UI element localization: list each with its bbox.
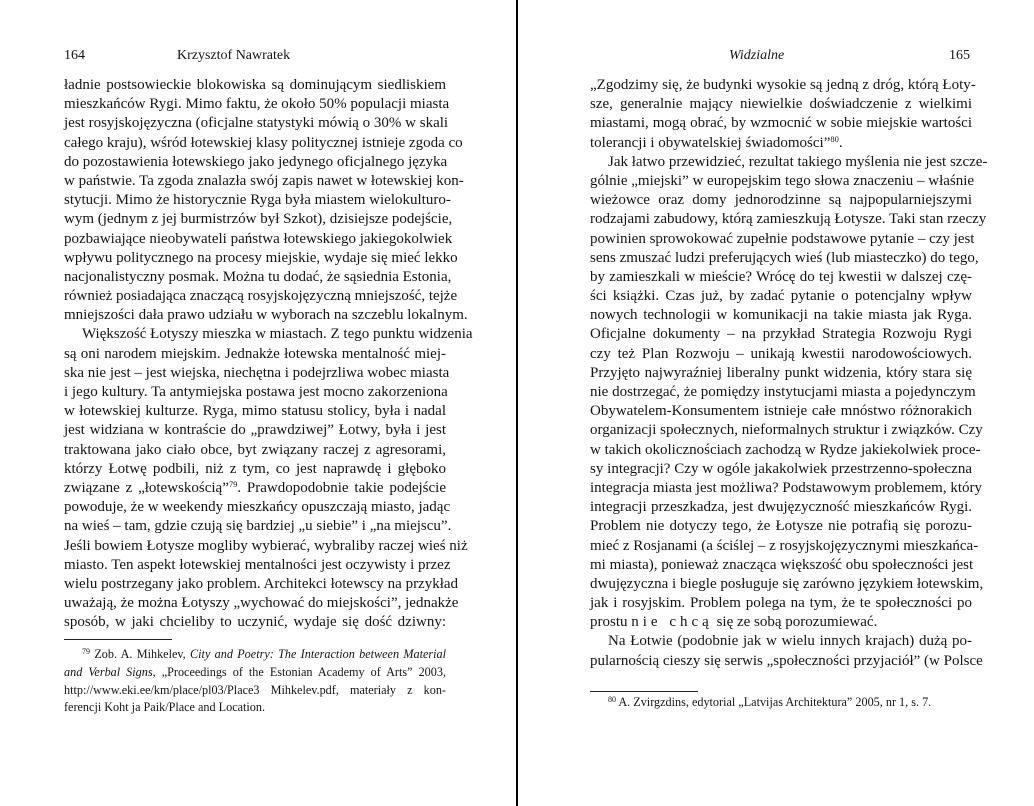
text-line: są oni narodem miejskim. Jednakże łotewska mentalność miej- xyxy=(64,345,446,362)
text-line: w łotewskiej kulturze. Ryga, mimo statusu stolicy, była i nadal xyxy=(64,403,446,420)
footnote-line xyxy=(64,664,446,682)
text-segment: prostu xyxy=(590,614,628,631)
text-line: pularnością cieszy się serwis „społeczności przyjaciół” (w Polsce xyxy=(590,652,983,669)
running-head-left xyxy=(64,46,444,66)
text-line: wieżowce oraz domy jednorodzinne są najpopularniejszymi xyxy=(590,192,972,209)
footnote-divider xyxy=(590,691,698,692)
text-line: by zamieszkali w mieście? Wrócę do tej kwestii w dalszej czę- xyxy=(590,268,972,285)
text-line: stytucji. Mimo że historycznie Ryga była miastem wielokulturo- xyxy=(64,192,451,209)
text-line: ści książki. Czas już, by zadać pytanie o potencjalny wpływ xyxy=(590,288,972,305)
text-line: traktowana jako ciało obce, byt związany raczej z agresorami, xyxy=(64,441,446,458)
text-line: miasto. Ten aspekt łotewskiej mentalności jest oczywisty i przez xyxy=(64,556,451,573)
footnote-ref-79[interactable]: 79 xyxy=(228,478,238,489)
footnote-divider xyxy=(64,639,172,640)
chapter-title-header: Widzialne xyxy=(729,48,785,63)
body-text-right xyxy=(590,76,988,671)
text-line: „Zgodzimy się, że budynki wysokie są jedną z dróg, którą Łoty- xyxy=(590,77,976,93)
text-line: gólnie „miejski” w europejskim tego słowa znaczeniu – właśnie xyxy=(590,172,975,189)
emphasis-spaced: nie chcą xyxy=(631,614,713,631)
text-line: i jego kultury. Ta antymiejska postawa jest mocno zakorzeniona xyxy=(64,384,448,400)
footnote-line: http://www.eki.ee/km/place/pl03/Place3 Mihkelev.pdf, materiały z kon- xyxy=(64,682,446,697)
text-line: mniejszości dała prawo udziału w wyborach na szczeblu lokalnym. xyxy=(64,307,468,324)
text-segment: tolerancji i obywatelskiej świadomości” xyxy=(590,134,831,151)
text-line: mi miasta), ponieważ znacząca większość obu społeczności jest xyxy=(590,556,974,573)
text-line: Oficjalne dokumenty – na przykład Strategia Rozwoju Rygi xyxy=(590,326,972,343)
text-line: wpływu politycznego na procesy miejskie, wydaje się mieć lekko xyxy=(64,249,458,266)
text-line: rodzajami zabudowy, którą zamieszkują Łotysze. Taki stan rzeczy xyxy=(590,211,987,228)
footnote-number: 79 xyxy=(82,647,90,656)
footnote-title-cont: and Verbal Signs xyxy=(64,664,153,679)
text-line-with-footnote xyxy=(64,479,446,498)
footnote-line xyxy=(590,694,972,712)
text-line: do pozostawienia łotewskiego jako jedynego oficjalnego języka xyxy=(64,153,448,170)
footnote-79 xyxy=(64,646,446,717)
text-line: ska nie jest – jest wiejska, niechętna i podejrzliwa wobec miasta xyxy=(64,364,450,381)
text-line: miastami, mogą obrać, by wzmocnić w sobie miejskie wartości xyxy=(590,115,972,132)
footnote-text: Zob. A. Mihkelev, xyxy=(94,647,186,661)
text-line: sze, generalnie mający niewielkie doświadczenie z wielkimi xyxy=(590,96,972,113)
text-line: sens zmuszać ludzi preferujących wieś (lub miasteczko) do tego, xyxy=(590,249,979,266)
text-line: Jak łatwo przewidzieć, rezultat takiego myślenia nie jest szcze- xyxy=(608,153,988,170)
text-line: jak i rosyjskim. Problem polega na tym, że te społeczności po xyxy=(590,595,972,612)
running-head-right xyxy=(590,46,970,66)
text-line: Obywatelem-Konsumentem istnieje całe mnóstwo różnorakich xyxy=(590,403,972,420)
text-segment: związane z „łotewskością” xyxy=(64,479,229,496)
page-number-right: 165 xyxy=(949,48,970,63)
text-line: Na Łotwie (podobnie jak w wielu innych krajach) dużą po- xyxy=(608,633,972,650)
text-line: nie dostrzegać, że pomiędzy instytucjami miasta a pojedynczym xyxy=(590,384,976,400)
left-page xyxy=(0,0,516,806)
text-segment: się ze sobą porozumiewać. xyxy=(716,614,878,631)
text-line: integracja miasta jest możliwa? Podstawowym problemem, który xyxy=(590,479,982,496)
text-line: uważają, że można Łotyszy „wychować do miejskości”, jednakże xyxy=(64,595,459,612)
text-line: jest widziana w kontraście do „prawdziwej” Łotwy, była i jest xyxy=(64,422,446,439)
text-line-with-footnote xyxy=(590,134,972,153)
text-line: Jeśli bowiem Łotysze mogliby wybierać, wybraliby raczej wieś niż xyxy=(64,537,468,554)
text-segment: . xyxy=(838,134,843,151)
text-line: nowych technologii w komunikacji na takie miasta jak Ryga. xyxy=(590,307,972,324)
text-line: pozbawiające nieobywateli państwa łotewskiego jakiegokolwiek xyxy=(64,230,453,247)
text-line: organizacji społecznych, nieformalnych struktur i związków. Czy xyxy=(590,422,983,439)
text-line: jest rosyjskojęzyczna (oficjalne statystyki mówią o 30% w skali xyxy=(64,115,449,132)
text-line: mieszkańców Rygi. Mimo faktu, że około 50% populacji miasta xyxy=(64,96,450,113)
text-line: Problem nie dotyczy tego, że Łotysze nie potrafią się porozu- xyxy=(590,518,972,535)
text-line: również posiadająca znaczącą rosyjskojęzyczną mniejszość, tejże xyxy=(64,288,458,305)
footnote-title: City and Poetry: The Interaction between Material xyxy=(190,647,447,661)
footnote-80 xyxy=(590,694,972,712)
footnote-line xyxy=(64,646,446,664)
text-line: sy integracji? Czy w ogóle jakakolwiek przestrzenno-społeczna xyxy=(590,460,972,477)
text-segment: . Prawdopodobnie takie podejście xyxy=(237,479,447,496)
author-name-header: Krzysztof Nawratek xyxy=(177,48,291,63)
text-line: Przyjęto najwyraźniej liberalny punkt widzenia, który stara się xyxy=(590,364,972,381)
text-line: czy też Plan Rozwoju – unikają kwestii narodowościowych. xyxy=(590,345,972,362)
text-line: powinien sprowokować zupełnie podstawowe pytanie – czy jest xyxy=(590,230,975,247)
page-number-left: 164 xyxy=(64,48,85,63)
footnote-number: 80 xyxy=(608,695,616,704)
text-line: wym (jednym z jej burmistrzów był Szkot), dzisiejsze podejście, xyxy=(64,211,453,228)
footnote-line: ferencji Koht ja Paik/Place and Location. xyxy=(64,700,266,715)
footnote-text: , „Proceedings of the Estonian Academy of Arts” 2003, xyxy=(152,664,446,679)
text-line: w państwie. Ta zgoda znalazła swój zapis nawet w łotewskiej kon- xyxy=(64,172,464,189)
text-line: nacjonalistyczny posmak. Można tu dodać, że sąsiednia Estonia, xyxy=(64,268,452,285)
text-line: ładnie postsowieckie blokowiska są dominującym siedliskiem xyxy=(64,77,446,93)
footnote-ref-80[interactable]: 80 xyxy=(830,133,839,144)
text-line: na wieś – tam, gdzie czują się bardziej „u siebie” i „na miejscu”. xyxy=(64,518,452,535)
text-line: integracji przeszkadza, jest dwujęzyczność mieszkańców Rygi. xyxy=(590,499,972,516)
text-line: sposób, w jaki chcieliby to uczynić, wydaje się dość dziwny: xyxy=(64,614,446,631)
text-line: mieć z Rosjanami (a ściślej – z rosyjskojęzycznymi mieszkańca- xyxy=(590,537,979,554)
text-line: Większość Łotyszy mieszka w miastach. Z tego punktu widzenia xyxy=(82,326,473,343)
text-line: powoduje, że w weekendy mieszkańcy opuszczają miasto, jadąc xyxy=(64,499,451,516)
body-text-left xyxy=(64,76,473,632)
text-line-spaced xyxy=(590,613,972,632)
footnote-text: A. Zvirgzdins, edytorial „Latvijas Architektura” 2005, nr 1, s. 7. xyxy=(618,695,932,709)
text-line: którzy Łotwę podbili, niż z tym, co jest naprawdę i głęboko xyxy=(64,460,446,477)
text-line: całego kraju), wśród łotewskiej klasy politycznej istnieje zgoda co xyxy=(64,134,463,151)
right-page xyxy=(518,0,1034,806)
text-line: wielu postrzegany jako problem. Architekci łotewscy na przykład xyxy=(64,575,459,592)
text-line: w takich okolicznościach zachodzą w Rydze jakiekolwiek proce- xyxy=(590,441,981,458)
text-line: dwujęzyczna i biegle posługuje się zarówno językiem łotewskim, xyxy=(590,575,984,592)
